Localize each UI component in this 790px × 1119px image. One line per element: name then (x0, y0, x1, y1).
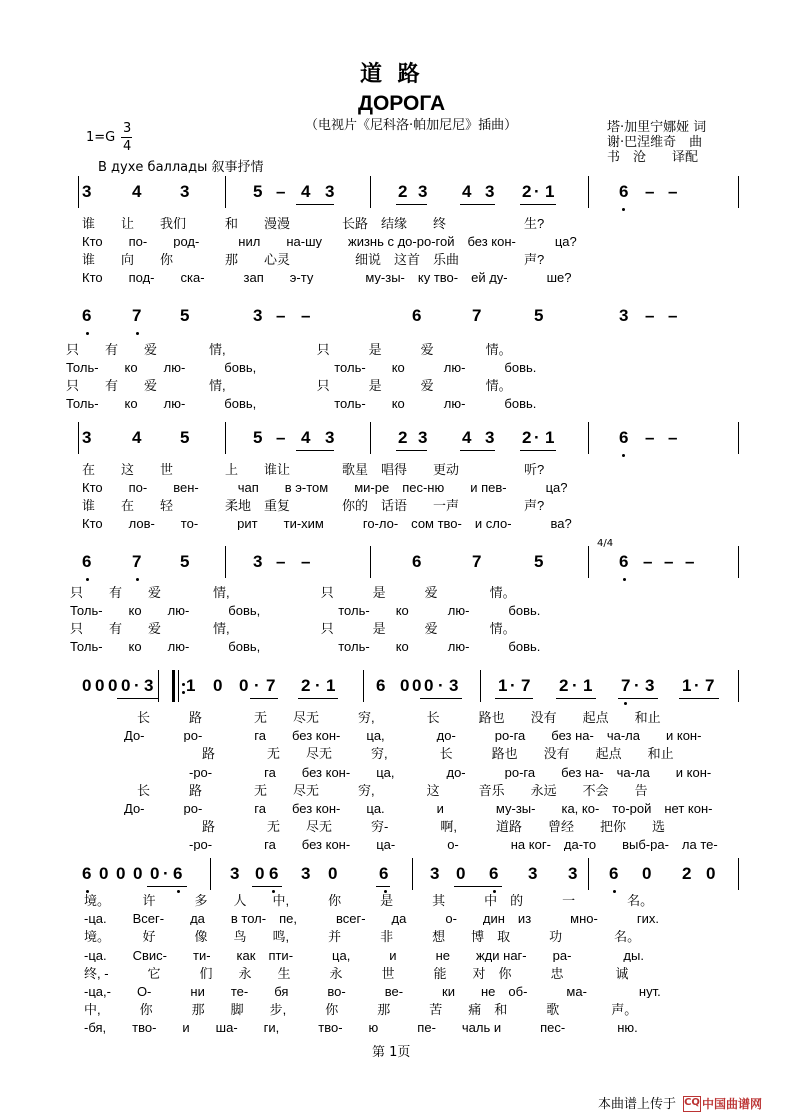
note: 6 (412, 552, 422, 571)
beam-underline (252, 886, 282, 887)
note: 6 (619, 552, 629, 571)
bar-line (225, 546, 226, 578)
note: 2 (301, 676, 311, 695)
octave-dot (624, 702, 627, 705)
repeat-bar-line (172, 670, 175, 702)
note: 3 (253, 552, 263, 571)
beam-underline (396, 450, 427, 451)
note: · (438, 676, 444, 695)
octave-dot (622, 454, 625, 457)
note: 1 (545, 182, 555, 201)
note: – (664, 552, 674, 571)
note: 3 (619, 306, 629, 325)
repeat-dot (182, 691, 185, 694)
note: – (668, 428, 678, 447)
note: · (315, 676, 321, 695)
note: 7 (266, 676, 276, 695)
bar-line (210, 858, 211, 890)
note: 6 (376, 676, 386, 695)
title-chinese: 道 路 (360, 62, 424, 87)
note: 5 (253, 182, 263, 201)
lyric-line: 境。 许 多 人 中, 你 是 其 中 的 一 名。 (84, 894, 654, 907)
note: · (134, 676, 140, 695)
upload-note: 本曲谱上传于 (598, 1097, 677, 1112)
note: 6 (82, 306, 92, 325)
note: – (276, 306, 286, 325)
note: 2 (522, 428, 532, 447)
time-signature-denominator: 4 (123, 139, 132, 154)
octave-dot (136, 578, 139, 581)
lyric-line: Кто под- ска- зап э-ту му-зы- ку тво- ей ду- ше? (82, 271, 572, 284)
lyric-line: -бя, тво- и ша- ги, тво- ю пе- чаль и пес- ню. (84, 1021, 638, 1035)
note: 7 (521, 676, 531, 695)
credit-composer: 谢·巴涅维奇 曲 (607, 135, 703, 150)
note: 0 (121, 676, 131, 695)
bar-line (588, 422, 589, 454)
note: 0 (133, 864, 143, 883)
octave-dot (493, 890, 496, 893)
bar-line (78, 176, 79, 208)
lyric-line: Толь- ко лю- бовь, толь- ко лю- бовь. (70, 604, 541, 617)
note: – (645, 428, 655, 447)
note: 3 (418, 182, 428, 201)
beam-underline (556, 698, 596, 699)
octave-dot (86, 578, 89, 581)
lyric-line: 只 有 爱 情, 只 是 爱 情。 (70, 622, 516, 635)
subtitle: （电视片《尼科洛·帕加尼尼》插曲） (305, 118, 518, 133)
site-brand: 中国曲谱网 (702, 1097, 763, 1111)
note: 3 (430, 864, 440, 883)
note: 3 (230, 864, 240, 883)
note: 3 (82, 428, 92, 447)
octave-dot (86, 332, 89, 335)
beam-underline (420, 698, 462, 699)
octave-dot (86, 890, 89, 893)
credit-lyricist: 塔·加里宁娜娅 词 (607, 120, 707, 135)
lyric-line: 谁 让 我们 和 漫漫 长路 结缘 终 生? (82, 217, 545, 230)
note: 5 (180, 552, 190, 571)
note: – (276, 428, 286, 447)
note: – (668, 306, 678, 325)
note: 6 (489, 864, 499, 883)
note: 5 (253, 428, 263, 447)
bar-line (588, 176, 589, 208)
note: · (572, 676, 578, 695)
bar-line (480, 670, 481, 702)
note: 0 (400, 676, 410, 695)
note: 1 (583, 676, 593, 695)
note: 0 (213, 676, 223, 695)
lyric-line: -ро- га без кон- ца, до- ро-га без на- ча-ла и кон- (98, 765, 712, 779)
note: 7 (705, 676, 715, 695)
note: 3 (253, 306, 263, 325)
note: 2 (522, 182, 532, 201)
note: 1 (498, 676, 508, 695)
note: 4 (462, 182, 472, 201)
lyric-line: До- ро- га без кон- ца, до- ро-га без на- ча-ла и кон- (98, 729, 702, 743)
note: 3 (144, 676, 154, 695)
note: 3 (449, 676, 459, 695)
beam-underline (454, 886, 502, 887)
note: 0 (456, 864, 466, 883)
lyric-line: Кто по- род- нил на-шу жизнь с до-ро-гой без кон- ца? (82, 235, 577, 248)
note: – (645, 182, 655, 201)
octave-dot (136, 332, 139, 335)
note: 2 (398, 182, 408, 201)
note: 1 (545, 428, 555, 447)
bar-line (738, 422, 739, 454)
note: – (276, 552, 286, 571)
note: 3 (180, 182, 190, 201)
note: 3 (645, 676, 655, 695)
beam-underline (460, 204, 495, 205)
note: 6 (82, 552, 92, 571)
note: 1 (186, 676, 196, 695)
bar-line (412, 858, 413, 890)
note: 7 (472, 552, 482, 571)
bar-line (588, 546, 589, 578)
note: 3 (528, 864, 538, 883)
note: 5 (534, 306, 544, 325)
bar-line (588, 858, 589, 890)
lyric-line: 路 无 尽无 穷, 长 路也 没有 起点 和止 (98, 747, 674, 761)
note: · (163, 864, 169, 883)
key-signature: 1=G (86, 130, 116, 145)
beam-underline (618, 698, 658, 699)
note: 0 (108, 676, 118, 695)
note: 0 (82, 676, 92, 695)
note: 0 (95, 676, 105, 695)
note: 0 (99, 864, 109, 883)
credit-translator: 书 沧 译配 (607, 150, 699, 165)
lyric-line: 路 无 尽无 穷- 啊, 道路 曾经 把你 选 (98, 820, 665, 834)
title-russian: ДОРОГА (358, 92, 446, 115)
note: 1 (682, 676, 692, 695)
beam-underline (298, 698, 338, 699)
beam-underline (376, 886, 390, 887)
lyric-line: 只 有 爱 情, 只 是 爱 情。 (70, 586, 516, 599)
lyric-line: 谁 在 轻 柔地 重复 你的 话语 一声 声? (82, 499, 545, 512)
page-number: 第 1页 (372, 1045, 411, 1060)
tempo-marking: В духе баллады 叙事抒情 (98, 160, 264, 175)
note: 6 (82, 864, 92, 883)
beam-underline (396, 204, 427, 205)
note: 3 (82, 182, 92, 201)
bar-line (370, 422, 371, 454)
lyric-line: 境。 好 像 鸟 鸣, 并 非 想 博 取 功 名。 (84, 930, 641, 944)
note: 4 (132, 428, 142, 447)
lyric-line: Кто лов- то- рит ти-хим го-ло- сом тво- и сло- ва? (82, 517, 572, 530)
note: 3 (568, 864, 578, 883)
note: · (634, 676, 640, 695)
note: 3 (325, 428, 335, 447)
note: 4 (132, 182, 142, 201)
beam-underline (250, 698, 278, 699)
note: 2 (559, 676, 569, 695)
lyric-line: Толь- ко лю- бовь, толь- ко лю- бовь. (66, 397, 537, 410)
lyric-line: 只 有 爱 情, 只 是 爱 情。 (66, 379, 512, 392)
note: 7 (132, 306, 142, 325)
lyric-line: 长 路 无 尽无 穷, 这 音乐 永远 不会 告 (98, 783, 648, 797)
time-signature-line (121, 137, 132, 138)
repeat-bar-line-thin (178, 670, 179, 702)
octave-dot (622, 208, 625, 211)
beam-underline (147, 886, 187, 887)
lyric-line: 中, 你 那 脚 步, 你 那 苦 痛 和 歌 声。 (84, 1003, 638, 1017)
beam-underline (117, 698, 159, 699)
note: – (301, 552, 311, 571)
time-signature-numerator: 3 (123, 121, 132, 136)
lyric-line: Кто по- вен- чап в э-том ми-ре пес-ню и пев- ца? (82, 481, 568, 494)
repeat-dot (182, 683, 185, 686)
lyric-line: 只 有 爱 情, 只 是 爱 情。 (66, 343, 512, 356)
note: 3 (301, 864, 311, 883)
octave-dot (623, 578, 626, 581)
bar-line (225, 176, 226, 208)
note: 2 (398, 428, 408, 447)
octave-dot (177, 890, 180, 893)
bar-line (363, 670, 364, 702)
note: – (645, 306, 655, 325)
lyric-line: До- ро- га без кон- ца. и му-зы- ка, ко- то-рой нет кон- (98, 802, 713, 815)
time-change: 4/4 (597, 538, 614, 549)
note: 5 (180, 428, 190, 447)
note: 7 (132, 552, 142, 571)
note: 3 (418, 428, 428, 447)
beam-underline (296, 204, 334, 205)
octave-dot (272, 890, 275, 893)
octave-dot (384, 890, 387, 893)
bar-line (225, 422, 226, 454)
lyric-line: -ца. Всег- да в тол- пе, всег- да о- дин из мно- гих. (84, 912, 659, 926)
lyric-line: 终, - 它 们 永 生 永 世 能 对 你 忠 诚 (84, 966, 629, 980)
note: 5 (180, 306, 190, 325)
bar-line (370, 546, 371, 578)
note: 3 (485, 428, 495, 447)
octave-dot (613, 890, 616, 893)
note: – (301, 306, 311, 325)
lyric-line: -ца,- О- ни те- бя во- ве- ки не об- ма- нут. (84, 985, 661, 998)
note: 6 (619, 428, 629, 447)
note: 6 (269, 864, 279, 883)
beam-underline (520, 204, 556, 205)
lyric-line: Толь- ко лю- бовь, толь- ко лю- бовь. (66, 361, 537, 374)
note: – (668, 182, 678, 201)
note: – (276, 182, 286, 201)
note: – (643, 552, 653, 571)
beam-underline (520, 450, 556, 451)
bar-line (738, 858, 739, 890)
lyric-line: -ро- га без кон- ца- о- на ког- да-то выб-ра- ла те- (98, 838, 718, 852)
note: 0 (706, 864, 716, 883)
lyric-line: -ца. Свис- ти- как пти- ца, и не жди наг- ра- ды. (84, 948, 644, 962)
bar-line (738, 176, 739, 208)
note: 0 (412, 676, 422, 695)
note: 4 (301, 428, 311, 447)
beam-underline (679, 698, 719, 699)
bar-line (370, 176, 371, 208)
lyric-line: 谁 向 你 那 心灵 细说 这首 乐曲 声? (82, 253, 545, 266)
note: 3 (485, 182, 495, 201)
beam-underline (296, 450, 334, 451)
note: · (254, 676, 260, 695)
note: · (534, 182, 540, 201)
note: 6 (619, 182, 629, 201)
note: 0 (328, 864, 338, 883)
lyric-line: 长 路 无 尽无 穷, 长 路也 没有 起点 和止 (98, 711, 661, 724)
beam-underline (495, 698, 533, 699)
note: 6 (173, 864, 183, 883)
note: 2 (682, 864, 692, 883)
beam-underline (460, 450, 495, 451)
note: 1 (326, 676, 336, 695)
note: 7 (472, 306, 482, 325)
note: 0 (424, 676, 434, 695)
note: · (510, 676, 516, 695)
note: 7 (621, 676, 631, 695)
site-logo-icon: CQ (683, 1096, 701, 1112)
note: 4 (462, 428, 472, 447)
note: 0 (255, 864, 265, 883)
bar-line (738, 546, 739, 578)
note: 0 (239, 676, 249, 695)
lyric-line: 在 这 世 上 谁让 歌星 唱得 更动 听? (82, 463, 545, 476)
note: 6 (609, 864, 619, 883)
note: 0 (150, 864, 160, 883)
note: · (534, 428, 540, 447)
bar-line (78, 422, 79, 454)
note: – (685, 552, 695, 571)
note: 5 (534, 552, 544, 571)
note: 3 (325, 182, 335, 201)
note: 0 (116, 864, 126, 883)
note: 6 (412, 306, 422, 325)
note: 6 (379, 864, 389, 883)
note: 4 (301, 182, 311, 201)
note: · (694, 676, 700, 695)
lyric-line: Толь- ко лю- бовь, толь- ко лю- бовь. (70, 640, 541, 653)
bar-line (738, 670, 739, 702)
note: 0 (642, 864, 652, 883)
